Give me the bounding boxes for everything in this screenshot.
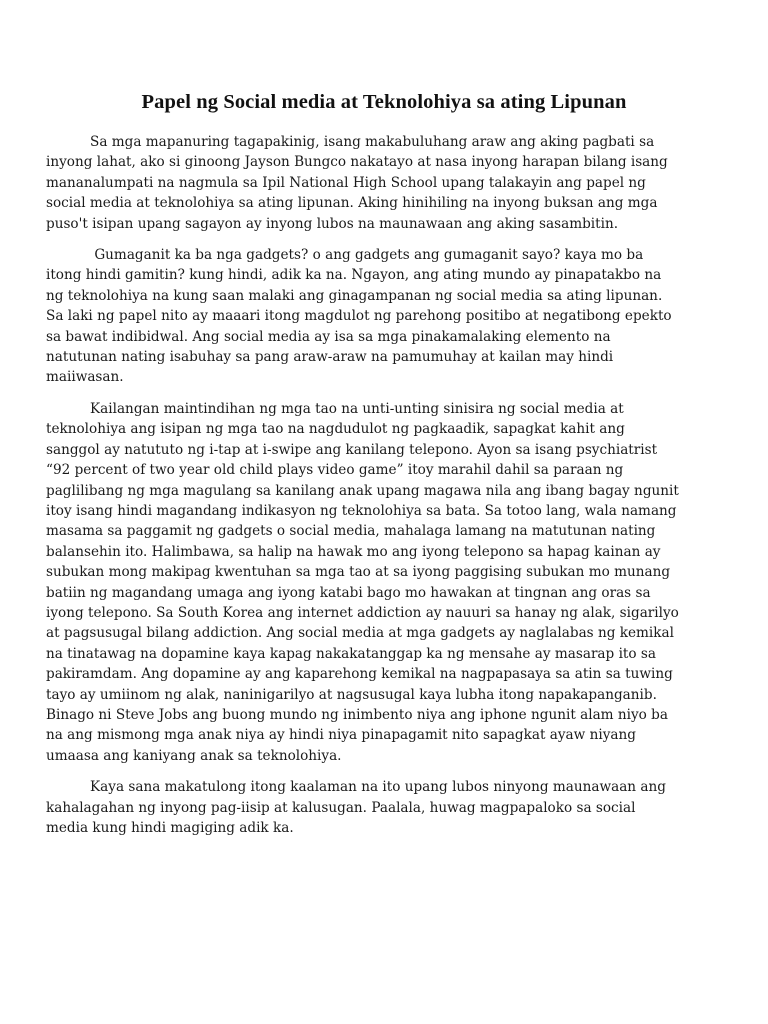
- paragraph-line: masama sa paggamit ng gadgets o social media, mahalaga lamang na matutunan nating: [46, 523, 656, 540]
- paragraph-line: media kung hindi magiging adik ka.: [46, 820, 294, 836]
- paragraph-line: iyong telepono. Sa South Korea ang internet addiction ay nauuri sa hanay ng alak, sigarilyo: [46, 604, 679, 621]
- paragraph-line: batiin ng magandang umaga ang iyong katabi bago mo hawakan at tingnan ang oras sa: [46, 584, 651, 601]
- paragraph-line: puso't isipan upang sagayon ay inyong lubos na maunawaan ang aking sasambitin.: [46, 215, 619, 232]
- paragraph-line: itong hindi gamitin? kung hindi, adik ka na. Ngayon, ang ating mundo ay pinapatakbo na: [46, 267, 662, 284]
- paragraph-line: itoy isang hindi magandang indikasyon ng teknolohiya sa bata. Sa totoo lang, wala namang: [46, 502, 677, 519]
- paragraph-4: [46, 777, 736, 838]
- paragraph-line: natutunan nating isabuhay sa pang araw-araw na pamumuhay at kailan may hindi: [46, 349, 614, 366]
- paragraph-line: teknolohiya ang isipan ng mga tao na nagdudulot ng pagkaadik, sapagkat kahit ang: [46, 421, 625, 438]
- paragraph-line: Sa mga mapanuring tagapakinig, isang makabuluhang araw ang aking pagbati sa: [90, 134, 655, 150]
- paragraph-line: subukan mong makipag kwentuhan sa mga tao at sa iyong paggising subukan mo munang: [46, 564, 671, 581]
- paragraph-3: [46, 399, 736, 766]
- paragraph-1: [46, 132, 736, 234]
- paragraph-line: Sa laki ng papel nito ay maaari itong magdulot ng parehong positibo at negatibong epekto: [46, 308, 672, 325]
- paragraph-line: maiiwasan.: [46, 369, 124, 386]
- paragraph-line: Kaya sana makatulong itong kaalaman na ito upang lubos ninyong maunawaan ang: [90, 779, 666, 796]
- paragraph-line: “92 percent of two year old child plays video game” itoy marahil dahil sa paraan ng: [46, 462, 624, 479]
- paragraph-line: umaasa ang kaniyang anak sa teknolohiya.: [46, 747, 342, 764]
- paragraph-line: balansehin ito. Halimbawa, sa halip na hawak mo ang iyong telepono sa hapag kainan ay: [46, 543, 661, 560]
- paragraph-2: [46, 245, 736, 388]
- document-title: Papel ng Social media at Teknolohiya sa ating Lipunan: [141, 91, 627, 113]
- paragraph-line: kahalagahan ng inyong pag-iisip at kalusugan. Paalala, huwag magpapaloko sa social: [46, 799, 636, 816]
- paragraph-line: sa bawat indibidwal. Ang social media ay isa sa mga pinakamalaking elemento na: [46, 328, 611, 345]
- paragraph-line: paglilibang ng mga magulang sa kanilang anak upang magawa nila ang ibang bagay ngunit: [46, 482, 679, 499]
- paragraph-line: at pagsusugal bilang addiction. Ang social media at mga gadgets ay naglalabas ng kemikal: [46, 625, 674, 642]
- paragraph-line: tayo ay umiinom ng alak, naninigarilyo at nagsusugal kaya lubha itong napakapanganib.: [46, 686, 657, 703]
- paragraph-line: Gumaganit ka ba nga gadgets? o ang gadgets ang gumaganit sayo? kaya mo ba: [90, 247, 644, 264]
- paragraph-line: na tinatawag na dopamine kaya kapag nakakatanggap ka ng mensahe ay masarap ito sa: [46, 645, 656, 662]
- paragraph-line: Binago ni Steve Jobs ang buong mundo ng inimbento niya ang iphone ngunit alam niyo ba: [46, 706, 668, 723]
- paragraph-line: pakiramdam. Ang dopamine ay ang kaparehong kemikal na nagpapasaya sa atin sa tuwing: [46, 666, 673, 683]
- paragraph-line: social media at teknolohiya sa ating lipunan. Aking hinihiling na inyong buksan ang mga: [46, 195, 658, 212]
- paragraph-line: sanggol ay natututo ng i-tap at i-swipe ang kanilang telepono. Ayon sa isang psychiatrist: [46, 441, 658, 458]
- paragraph-line: Kailangan maintindihan ng mga tao na unti-unting sinisira ng social media at: [90, 400, 624, 417]
- paragraph-line: ng teknolohiya na kung saan malaki ang ginagampanan ng social media sa ating lipunan.: [46, 287, 663, 304]
- paragraph-line: mananalumpati na nagmula sa Ipil National High School upang talakayin ang papel ng: [46, 174, 646, 191]
- document-body: [46, 132, 736, 849]
- paragraph-line: na ang mismong mga anak niya ay hindi niya pinapagamit nito sapagkat ayaw niyang: [46, 727, 636, 744]
- paragraph-line: inyong lahat, ako si ginoong Jayson Bungco nakatayo at nasa inyong harapan bilang isang: [46, 154, 668, 171]
